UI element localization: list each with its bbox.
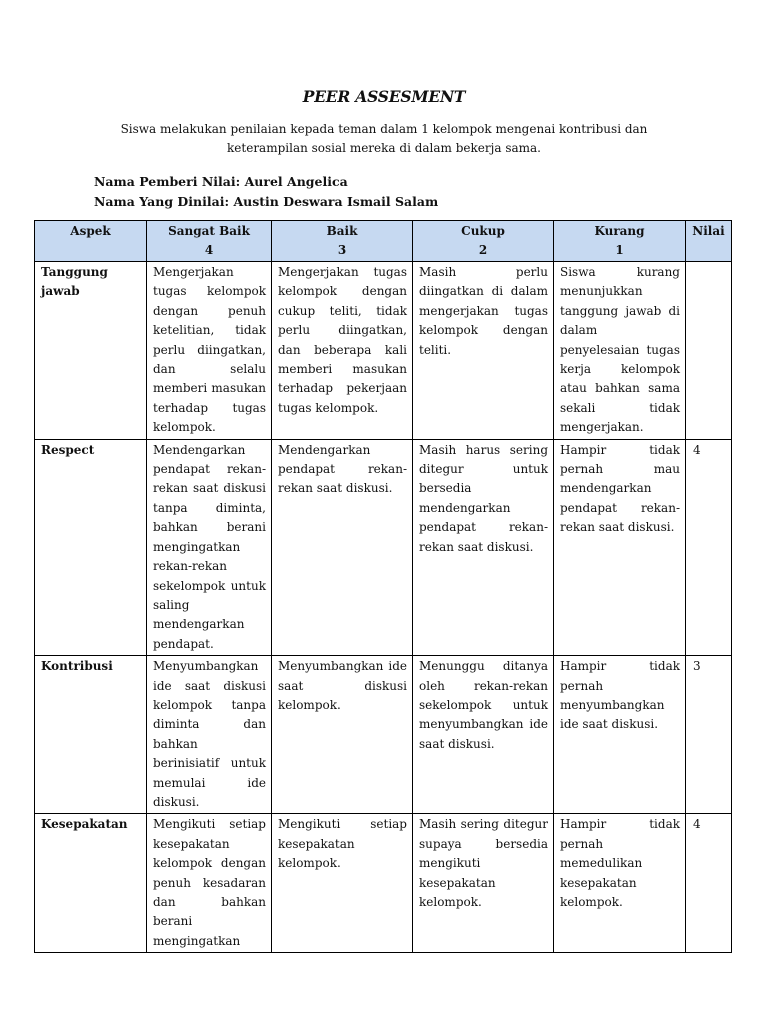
sangat-baik-cell: Menyumbangkan ide saat diskusi kelompok tanpa diminta dan bahkan berinisiatif untuk memulai ide diskusi. [147, 656, 272, 814]
rated-label: Nama Yang Dinilai: [94, 194, 230, 209]
table-header-row [35, 221, 732, 262]
header-score: 3 [337, 243, 347, 257]
kurang-cell: Hampir tidak pernah mau mendengarkan pendapat rekan-rekan saat diskusi. [554, 439, 686, 655]
nilai-cell [686, 262, 732, 440]
kurang-cell: Hampir tidak pernah menyumbangkan ide saat diskusi. [554, 656, 686, 814]
header-sangat-baik: Sangat Baik 4 [147, 221, 272, 262]
giver-line [94, 172, 438, 192]
header-aspek: Aspek [35, 221, 147, 262]
cukup-cell: Masih sering ditegur supaya bersedia mengikuti kesepakatan kelompok. [413, 814, 554, 953]
rated-name: Austin Deswara Ismail Salam [233, 194, 439, 209]
table-row [35, 814, 732, 953]
cukup-cell: Masih harus sering ditegur untuk bersedia mendengarkan pendapat rekan-rekan saat diskusi. [413, 439, 554, 655]
giver-label: Nama Pemberi Nilai: [94, 174, 241, 189]
header-nilai: Nilai [686, 221, 732, 262]
giver-name: Aurel Angelica [244, 174, 348, 189]
header-cukup: Cukup 2 [413, 221, 554, 262]
aspek-cell: Kontribusi [35, 656, 147, 814]
baik-cell: Mengikuti setiap kesepakatan kelompok. [272, 814, 413, 953]
document-title: PEER ASSESMENT [302, 87, 466, 106]
cukup-cell: Menunggu ditanya oleh rekan-rekan sekelompok untuk menyumbangkan ide saat diskusi. [413, 656, 554, 814]
kurang-cell: Siswa kurang menunjukkan tanggung jawab di dalam penyelesaian tugas kerja kelompok atau bahkan sama sekali tidak mengerjakan. [554, 262, 686, 440]
header-score: 2 [478, 243, 488, 257]
header-baik: Baik 3 [272, 221, 413, 262]
aspek-cell: Tanggung jawab [35, 262, 147, 440]
header-kurang: Kurang 1 [554, 221, 686, 262]
header-score: 1 [615, 243, 624, 257]
header-score: 4 [204, 243, 214, 257]
assessment-table [34, 220, 732, 953]
kurang-cell: Hampir tidak pernah memedulikan kesepakatan kelompok. [554, 814, 686, 953]
aspek-cell: Respect [35, 439, 147, 655]
sangat-baik-cell: Mendengarkan pendapat rekan-rekan saat diskusi tanpa diminta, bahkan berani mengingatkan rekan-rekan sekelompok untuk saling mendengarkan pendapat. [147, 439, 272, 655]
rater-info [94, 172, 438, 212]
baik-cell: Mengerjakan tugas kelompok dengan cukup teliti, tidak perlu diingatkan, dan beberapa kali memberi masukan terhadap pekerjaan tugas kelompok. [272, 262, 413, 440]
table-row [35, 656, 732, 814]
table-row [35, 262, 732, 440]
nilai-cell: 4 [686, 439, 732, 655]
sangat-baik-cell: Mengerjakan tugas kelompok dengan penuh ketelitian, tidak perlu diingatkan, dan selalu memberi masukan terhadap tugas kelompok. [147, 262, 272, 440]
cukup-cell: Masih perlu diingatkan di dalam mengerjakan tugas kelompok dengan teliti. [413, 262, 554, 440]
aspek-cell: Kesepakatan [35, 814, 147, 953]
baik-cell: Menyumbangkan ide saat diskusi kelompok. [272, 656, 413, 814]
intro-text: Siswa melakukan penilaian kepada teman dalam 1 kelompok mengenai kontribusi dan keterampilan sosial mereka di dalam bekerja sama. [120, 122, 648, 155]
baik-cell: Mendengarkan pendapat rekan-rekan saat diskusi. [272, 439, 413, 655]
sangat-baik-cell: Mengikuti setiap kesepakatan kelompok dengan penuh kesadaran dan bahkan berani mengingatkan [147, 814, 272, 953]
nilai-cell: 4 [686, 814, 732, 953]
nilai-cell: 3 [686, 656, 732, 814]
rated-line [94, 192, 438, 212]
table-row [35, 439, 732, 655]
